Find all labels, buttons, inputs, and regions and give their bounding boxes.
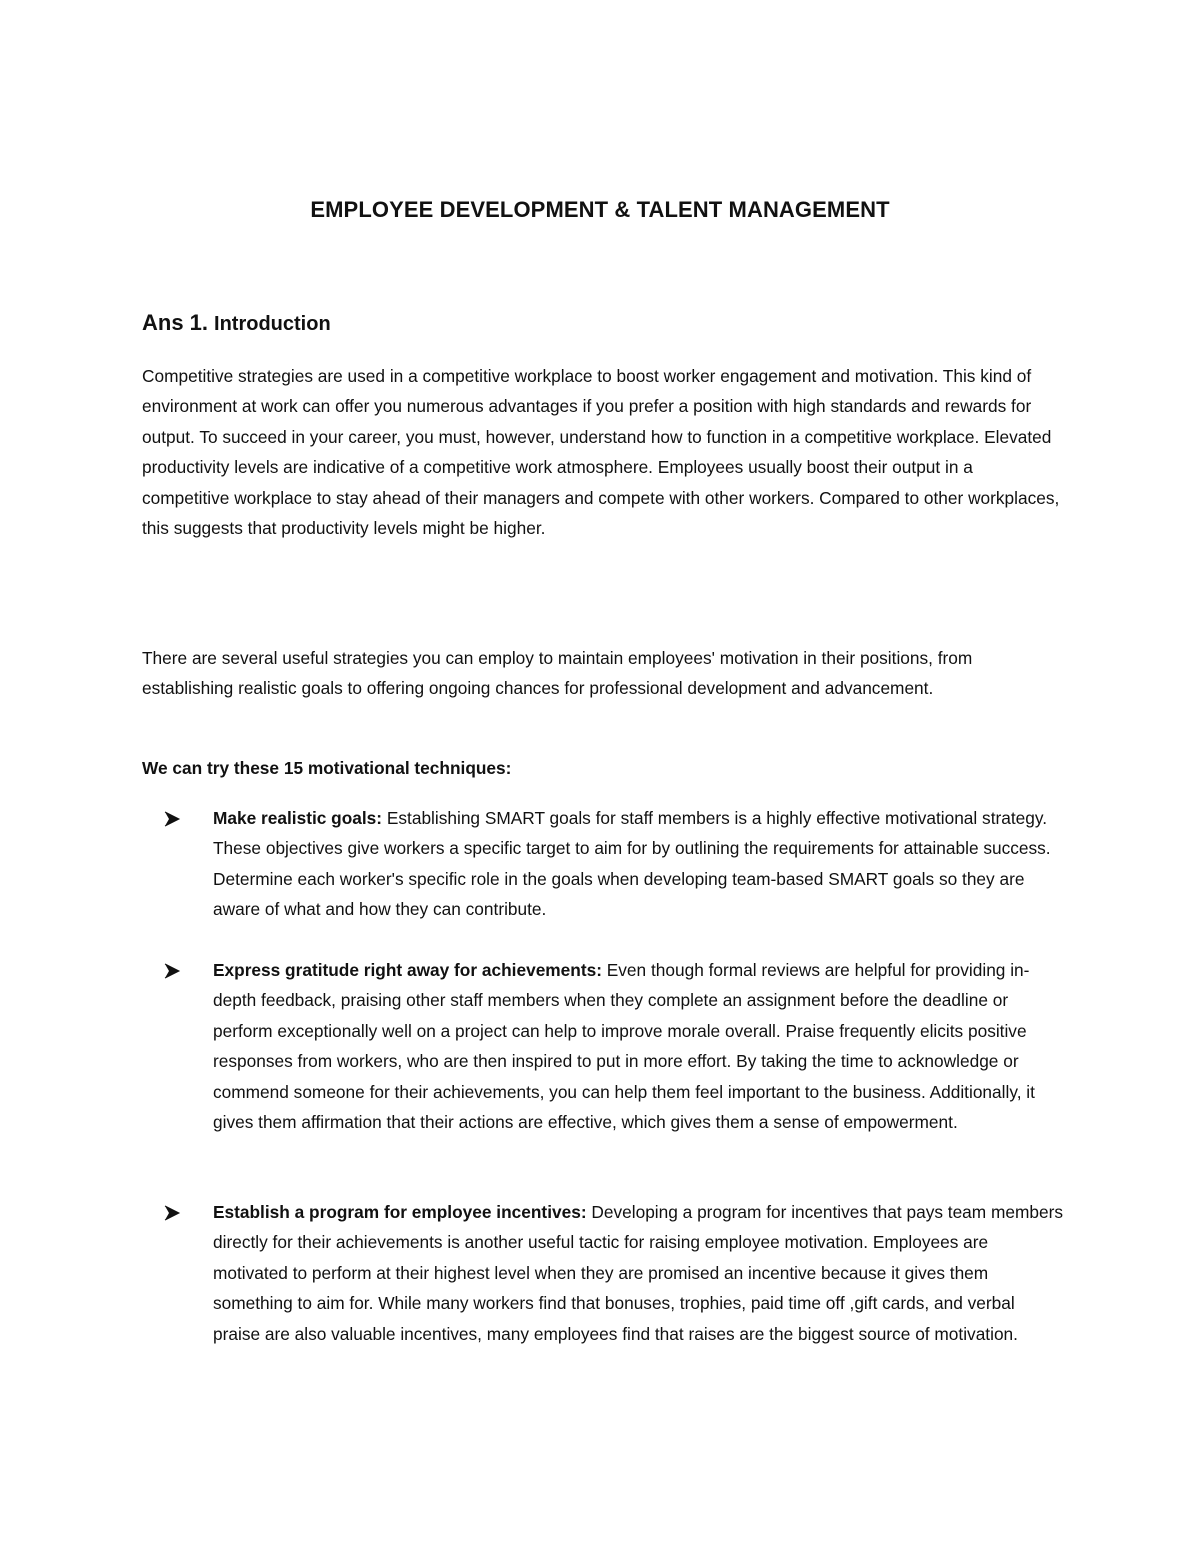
section-heading: [142, 310, 331, 336]
list-item-text: Even though formal reviews are helpful for providing in-depth feedback, praising other staff members when they complete an assignment before the deadline or perform exceptionally well on a project can help to improve morale overall. Praise frequently elicits positive responses from workers, who are then inspired to put in more effort. By taking the time to acknowledge or commend someone for their achievements, you can help them feel important to the business. Additionally, it gives them affirmation that their actions are effective, which gives them a sense of empowerment.: [213, 960, 1035, 1133]
section-number: Ans 1.: [142, 310, 209, 335]
list-item: [213, 1197, 1063, 1349]
list-item: [213, 955, 1063, 1137]
list-item-term: Make realistic goals:: [213, 808, 383, 828]
arrowhead-bullet-icon: [163, 810, 181, 828]
document-title: EMPLOYEE DEVELOPMENT & TALENT MANAGEMENT: [310, 197, 890, 222]
list-item-text: Developing a program for incentives that pays team members directly for their achievements is another useful tactic for raising employee motivation. Employees are motivated to perform at their highest level when they are promised an incentive because it gives them something to aim for. While many workers find that bonuses, trophies, paid time off ,gift cards, and verbal praise are also valuable incentives, many employees find that raises are the biggest source of motivation.: [213, 1202, 1064, 1344]
list-item-term: Express gratitude right away for achievements:: [213, 960, 602, 980]
intro-paragraph: Competitive strategies are used in a competitive workplace to boost worker engagement and motivation. This kind of environment at work can offer you numerous advantages if you prefer a position with high standards and rewards for output. To succeed in your career, you must, however, understand how to function in a competitive workplace. Elevated productivity levels are indicative of a competitive work atmosphere. Employees usually boost their output in a competitive workplace to stay ahead of their managers and compete with other workers. Compared to other workplaces, this suggests that productivity levels might be higher.: [142, 366, 1060, 539]
list-item: [213, 803, 1063, 925]
list-item-text: Establishing SMART goals for staff members is a highly effective motivational strategy. These objectives give workers a specific target to aim for by outlining the requirements for attainable success. Determine each worker's specific role in the goals when developing team-based SMART goals so they are aware of what and how they can contribute.: [213, 808, 1051, 920]
strategies-paragraph: There are several useful strategies you can employ to maintain employees' motivation in their positions, from establishing realistic goals to offering ongoing chances for professional development and advancement.: [142, 648, 973, 699]
arrowhead-bullet-icon: [163, 962, 181, 980]
list-intro: We can try these 15 motivational techniques:: [142, 758, 512, 778]
section-heading-label: Introduction: [214, 313, 331, 335]
list-item-term: Establish a program for employee incentives:: [213, 1202, 587, 1222]
arrowhead-bullet-icon: [163, 1204, 181, 1222]
